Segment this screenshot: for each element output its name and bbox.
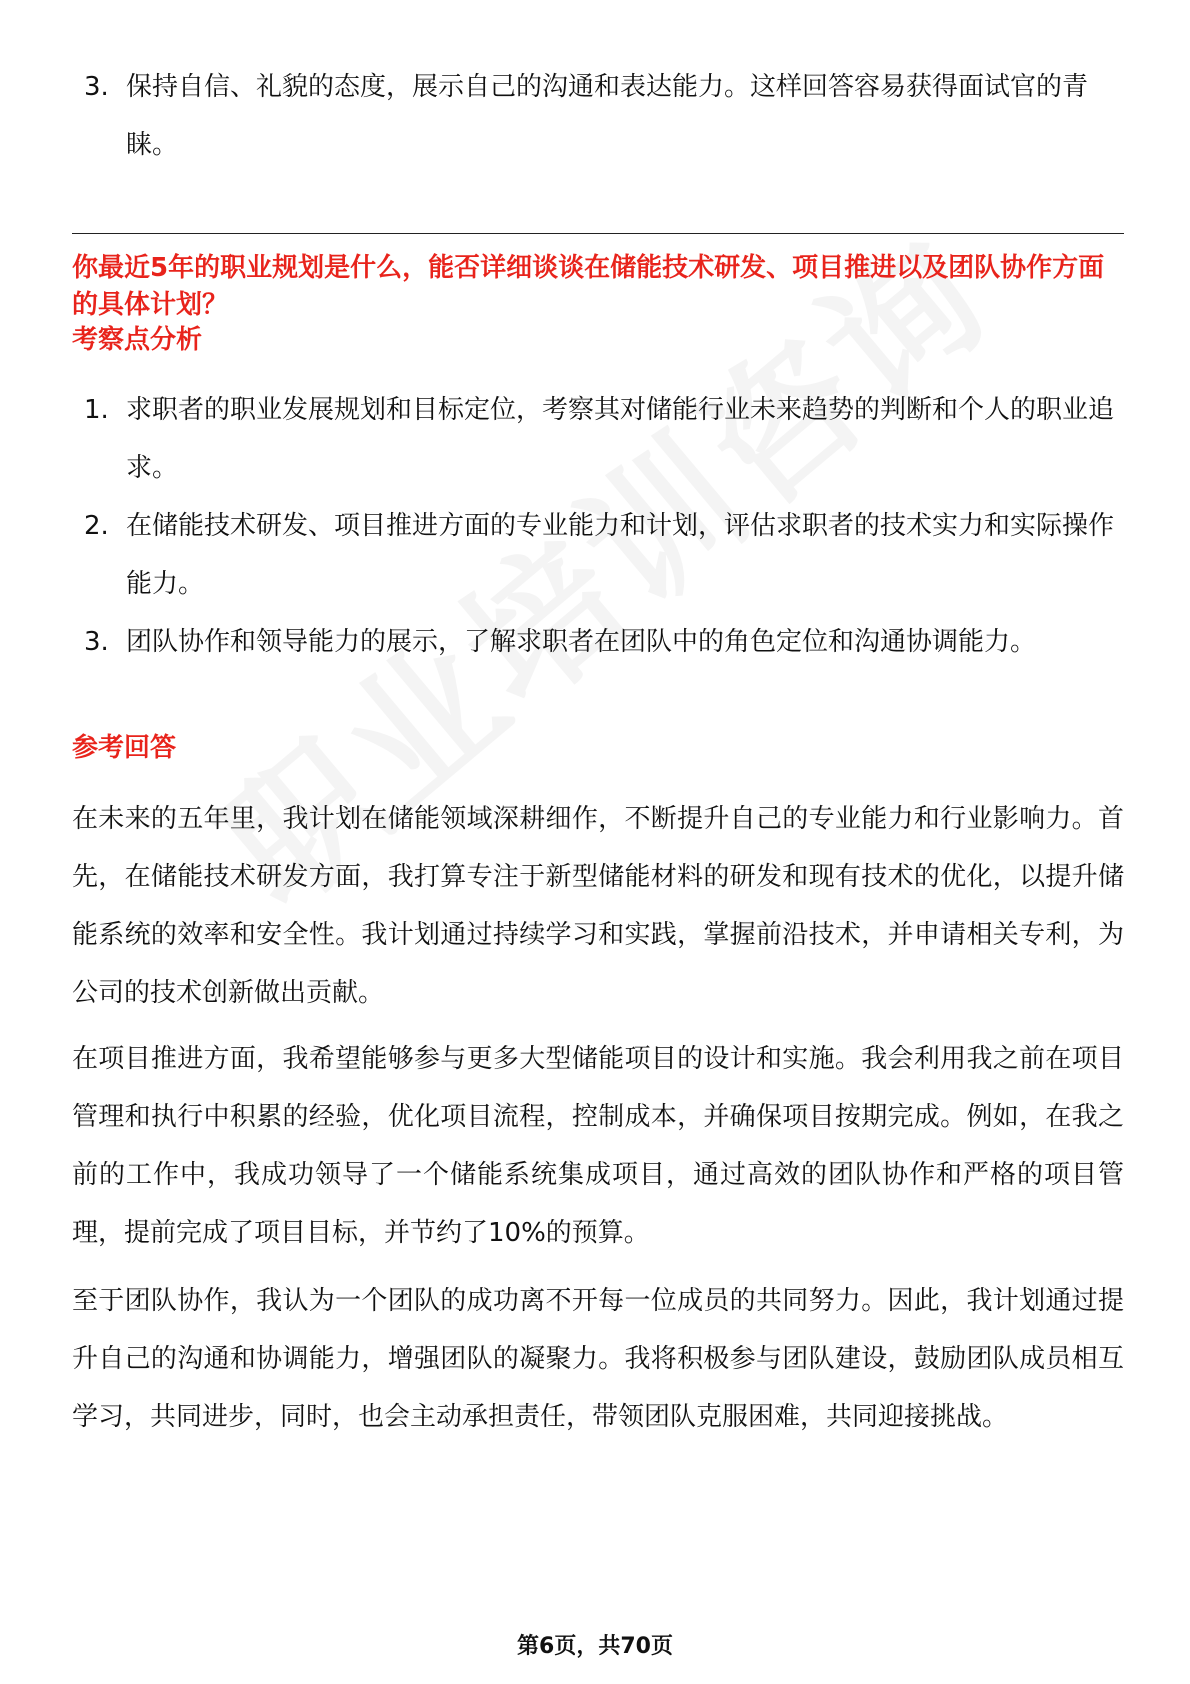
list-item-number: 3. bbox=[84, 72, 109, 102]
answer-paragraph: 至于团队协作，我认为一个团队的成功离不开每一位成员的共同努力。因此，我计划通过提升自己的沟通和协调能力，增强团队的凝聚力。我将积极参与团队建设，鼓励团队成员相互学习，共同进步，同时，也会主动承担责任，带领团队克服困难，共同迎接挑战。 bbox=[72, 1286, 1124, 1432]
list-item-number: 3. bbox=[84, 627, 109, 657]
list-item bbox=[84, 613, 1124, 671]
answer-paragraph: 在未来的五年里，我计划在储能领域深耕细作，不断提升自己的专业能力和行业影响力。首先，在储能技术研发方面，我打算专注于新型储能材料的研发和现有技术的优化，以提升储能系统的效率和安全性。我计划通过持续学习和实践，掌握前沿技术，并申请相关专利，为公司的技术创新做出贡献。 bbox=[72, 804, 1124, 1008]
list-item-text: 保持自信、礼貌的态度，展示自己的沟通和表达能力。这样回答容易获得面试官的青睐。 bbox=[126, 72, 1089, 160]
analysis-list bbox=[84, 381, 1124, 671]
list-item-number: 2. bbox=[84, 511, 109, 541]
answer-heading: 参考回答 bbox=[72, 733, 177, 763]
analysis-heading: 考察点分析 bbox=[72, 325, 203, 355]
list-item-text: 团队协作和领导能力的展示，了解求职者在团队中的角色定位和沟通协调能力。 bbox=[126, 627, 1037, 657]
answer-paragraph: 在项目推进方面，我希望能够参与更多大型储能项目的设计和实施。我会利用我之前在项目管理和执行中积累的经验，优化项目流程，控制成本，并确保项目按期完成。例如，在我之前的工作中，我成功领导了一个储能系统集成项目，通过高效的团队协作和严格的项目管理，提前完成了项目目标，并节约了10%的预算。 bbox=[72, 1044, 1124, 1248]
list-item-text: 求职者的职业发展规划和目标定位，考察其对储能行业未来趋势的判断和个人的职业追求。 bbox=[126, 395, 1115, 483]
list-item-number: 1. bbox=[84, 395, 109, 425]
top-list bbox=[84, 58, 1124, 174]
list-item-text: 在储能技术研发、项目推进方面的专业能力和计划，评估求职者的技术实力和实际操作能力。 bbox=[126, 511, 1115, 599]
list-item bbox=[84, 58, 1124, 174]
list-item bbox=[84, 497, 1124, 613]
section-divider bbox=[72, 233, 1124, 234]
list-item bbox=[84, 381, 1124, 497]
question-title: 你最近5年的职业规划是什么，能否详细谈谈在储能技术研发、项目推进以及团队协作方面的具体计划？ bbox=[72, 253, 1105, 320]
page-number: 第6页，共70页 bbox=[517, 1634, 673, 1659]
